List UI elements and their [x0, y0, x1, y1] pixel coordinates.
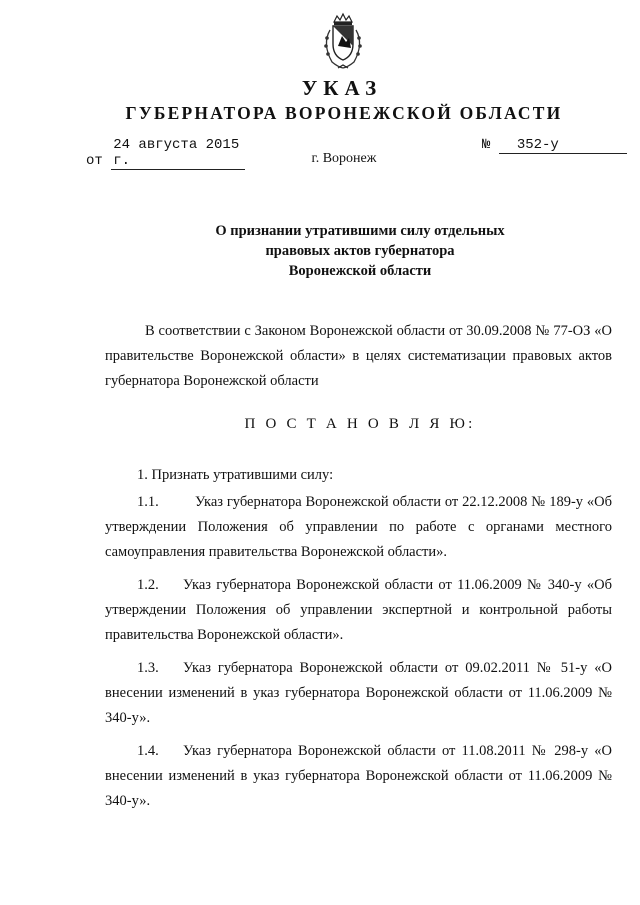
- subitem: [105, 656, 612, 731]
- document-heading: [160, 221, 560, 281]
- subitem: [105, 739, 612, 814]
- coat-of-arms-emblem: [318, 12, 368, 72]
- subitem-number: 1.3.: [137, 660, 159, 676]
- intro-paragraph: В соответствии с Законом Воронежской области от 30.09.2008 № 77-ОЗ «О правительстве Воронежской области» в целях систематизации правовых актов губернатора Воронежской области: [105, 323, 612, 389]
- subitem: [105, 573, 612, 648]
- date-suffix: г.: [113, 153, 131, 169]
- subitem-text: Указ губернатора Воронежской области от 11.08.2011 № 298-у «О внесении изменений в указ губернатора Воронежской области от 11.06.2009 № 340-у».: [105, 743, 612, 809]
- subitem-text: Указ губернатора Воронежской области от 22.12.2008 № 189-у «Об утверждении Положения об управлении по работе с органами местного самоуправления правительства Воронежской области».: [105, 494, 612, 560]
- document-heading-line: Воронежской области: [288, 263, 432, 279]
- document-type-title: УКАЗ: [301, 76, 383, 100]
- number-value: 352-у: [499, 137, 627, 154]
- subitem-text: Указ губернатора Воронежской области от 11.06.2009 № 340-у «Об утверждении Положения об управлении экспертной и контрольной работы правительства Воронежской области».: [105, 577, 612, 643]
- document-heading-line: правовых актов губернатора: [265, 243, 455, 259]
- subitem: [105, 490, 612, 565]
- subitem-text: Указ губернатора Воронежской области от 09.02.2011 № 51-у «О внесении изменений в указ губернатора Воронежской области от 11.06.2009 № 340-у».: [105, 660, 612, 726]
- item-1: 1. Признать утратившими силу:: [137, 467, 334, 483]
- date-value: 24 августа 2015 г.: [111, 137, 245, 170]
- issuer-title: ГУБЕРНАТОРА ВОРОНЕЖСКОЙ ОБЛАСТИ: [125, 103, 563, 123]
- document-heading-line: О признании утратившими силу отдельных: [215, 223, 505, 239]
- subitem-number: 1.1.: [137, 494, 159, 510]
- subitems-list: [105, 490, 612, 822]
- date-prefix: от: [86, 153, 103, 169]
- number-prefix: №: [482, 137, 491, 153]
- subitem-number: 1.4.: [137, 743, 159, 759]
- city-label: г. Воронеж: [311, 151, 377, 166]
- decree-word: П О С Т А Н О В Л Я Ю:: [244, 416, 476, 432]
- subitem-number: 1.2.: [137, 577, 159, 593]
